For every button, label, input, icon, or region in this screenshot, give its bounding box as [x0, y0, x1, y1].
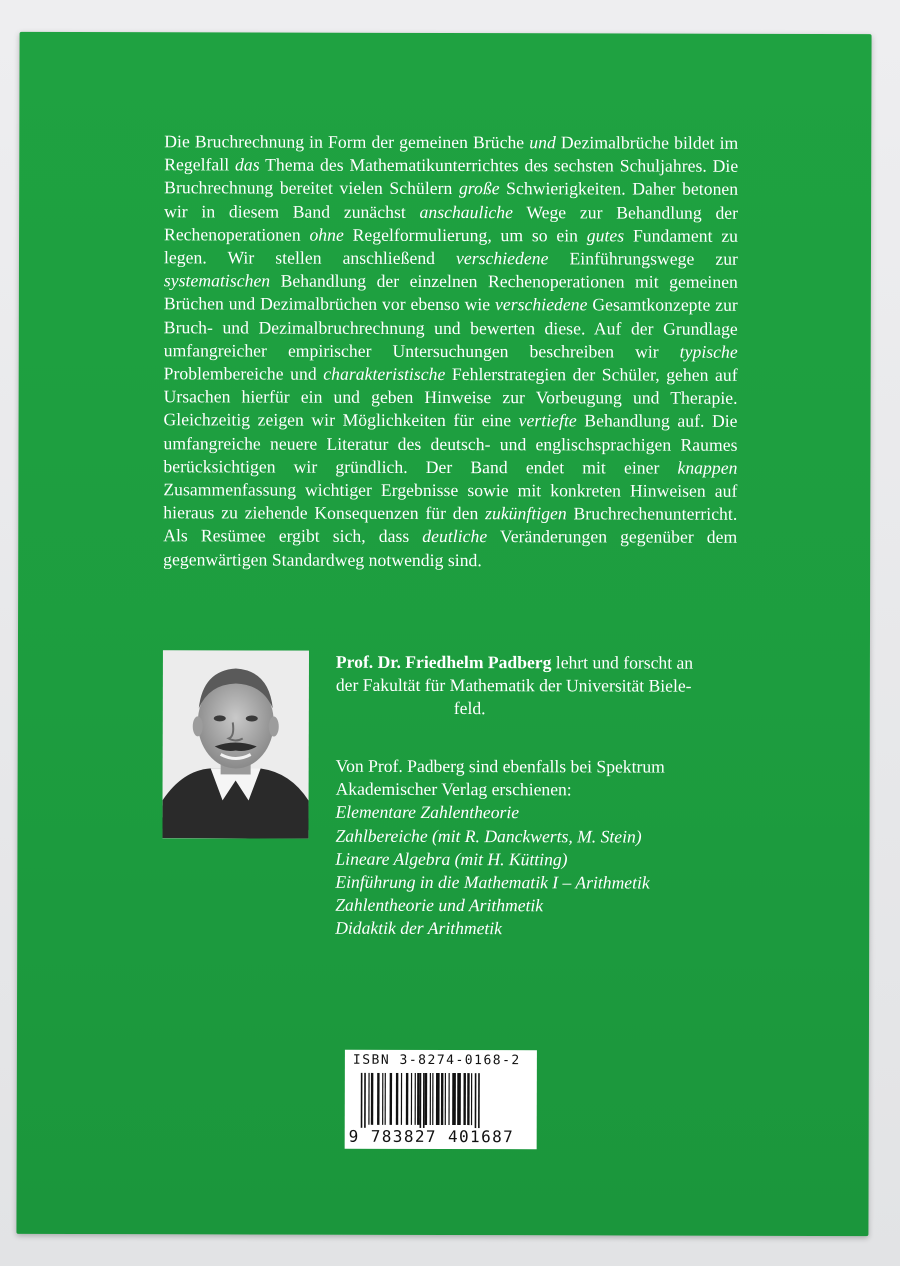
barcode-bar	[475, 1073, 477, 1131]
blurb-emphasis: verschiedene	[456, 248, 549, 269]
blurb-segment: Die Bruchrechnung in Form der gemeinen Brüche	[164, 131, 530, 153]
book-title-6: Didaktik der Arithmetik	[335, 918, 503, 939]
barcode-bar	[364, 1073, 366, 1131]
blurb-emphasis: ohne	[309, 224, 344, 245]
barcode-bar	[368, 1073, 369, 1125]
blurb-segment: Veränderungen gegenüber dem gegenwärtigen Standardweg notwendig sind.	[163, 526, 738, 570]
barcode-bar	[401, 1073, 402, 1125]
book-title-3: Lineare Algebra (mit H. Kütting)	[335, 848, 568, 870]
blurb-segment: Wege zur Behandlung der Rechenoperationen	[164, 201, 739, 245]
barcode-bar	[420, 1073, 422, 1131]
barcode-bar	[432, 1073, 433, 1125]
barcode-bar	[448, 1073, 449, 1125]
book-back-cover	[16, 32, 871, 1236]
blurb-emphasis: verschiedene	[495, 294, 588, 315]
blurb-text	[163, 130, 738, 572]
isbn-barcode-label	[345, 1050, 537, 1150]
blurb-emphasis: systematischen	[163, 270, 271, 291]
barcode-bar	[441, 1073, 444, 1125]
barcode-bar	[452, 1073, 456, 1125]
barcode-bar	[430, 1073, 431, 1125]
barcode-bar	[478, 1073, 480, 1131]
barcode-bar	[390, 1073, 393, 1125]
isbn-number: ISBN 3-8274-0168-2	[352, 1052, 521, 1069]
book-title-5: Zahlentheorie und Arithmetik	[335, 894, 544, 916]
blurb-segment: Zusammenfassung wichtiger Ergebnisse sowie mit konkreten Hinweisen auf hieraus zu ziehende Konsequenzen für den	[163, 479, 738, 524]
barcode-bar	[411, 1073, 412, 1125]
blurb-segment: Behandlung der einzelnen Rechenoperationen mit gemeinen Brüchen und Dezimalbrüchen vor ebenso wie	[163, 270, 738, 315]
blurb-segment: Thema des Mathematikunterrichtes des sechsten Schuljahres. Die Bruchrechnung bereitet vielen Schülern	[164, 154, 739, 199]
book-title-list	[335, 801, 755, 941]
blurb-segment: Schwierigkeiten. Daher betonen wir in diesem Band zunächst	[164, 178, 739, 222]
barcode-bar	[445, 1073, 446, 1125]
barcode-bar	[377, 1073, 380, 1125]
blurb-segment: Gesamtkonzepte zur Bruch- und Dezimalbruchrechnung und bewerten diese. Auf der Grundlage umfangreicher empirischer Untersuchungen beschreiben wir	[163, 294, 738, 362]
barcode-bar	[361, 1073, 363, 1131]
blurb-segment: Einführungswege zur	[548, 248, 739, 269]
barcode-bar	[436, 1073, 440, 1125]
author-bio-line1: lehrt und forscht an	[551, 652, 694, 673]
blurb-segment: Regelformulierung, um so ein	[343, 224, 587, 246]
author-portrait-photo	[162, 650, 308, 838]
barcode-bar	[471, 1073, 472, 1125]
blurb-segment: Fehlerstrategien der Schüler, gehen auf Ursachen hierfür ein und geben Hinweise zur Vorbeugung und Therapie. Gleichzeitig zeigen wir Möglichkeiten für eine	[163, 364, 738, 431]
barcode-bars-icon	[359, 1073, 527, 1131]
blurb-segment: Behandlung auf. Die umfangreiche neuere Literatur des deutsch- und englischsprachigen Raumes berücksichtigen wir gründlich. Der Band endet mit einer	[163, 410, 738, 478]
author-bio	[336, 651, 736, 722]
barcode-bar	[423, 1073, 425, 1131]
barcode-bar	[382, 1073, 383, 1125]
other-books	[335, 755, 755, 942]
book-title-4: Einführung in die Mathematik I – Arithmetik	[335, 871, 650, 893]
barcode-bar	[417, 1073, 420, 1125]
blurb-emphasis: und	[529, 132, 556, 153]
blurb-emphasis: zukünftigen	[485, 503, 567, 524]
blurb-emphasis: große	[458, 178, 500, 199]
barcode-bar	[463, 1073, 466, 1125]
blurb-emphasis: gutes	[586, 225, 625, 246]
blurb-segment: Dezimalbrüche bildet im Regelfall	[164, 132, 739, 175]
author-bio-line2: der Fakultät für Mathematik der Universität Biele-	[335, 674, 692, 696]
blurb-segment: Fundament zu legen. Wir stellen anschließend	[163, 225, 739, 269]
ean-number: 9 783827 401687	[348, 1126, 515, 1147]
blurb-emphasis: typische	[679, 341, 738, 362]
barcode-bar	[457, 1073, 461, 1125]
barcode-bar	[467, 1073, 470, 1125]
blurb-emphasis: deutliche	[422, 526, 488, 547]
blurb-emphasis: das	[234, 154, 260, 175]
author-name: Prof. Dr. Friedhelm Padberg	[335, 651, 552, 673]
book-title-2: Zahlbereiche (mit R. Danckwerts, M. Stein)	[335, 825, 642, 847]
blurb-emphasis: charakteristische	[323, 363, 446, 385]
barcode-bar	[406, 1073, 409, 1125]
barcode-bar	[425, 1073, 428, 1125]
author-bio-line3: feld.	[453, 698, 486, 719]
blurb-segment: Problembereiche und	[163, 363, 324, 384]
barcode-bar	[385, 1073, 386, 1125]
barcode-bar	[415, 1073, 416, 1125]
book-title-1: Elementare Zahlentheorie	[335, 802, 520, 823]
blurb-emphasis: vertiefte	[518, 410, 577, 431]
blurb-segment: Bruchrechenunterricht. Als Resümee ergibt sich, dass	[163, 503, 738, 547]
blurb-emphasis: knappen	[677, 457, 738, 478]
other-books-intro: Von Prof. Padberg sind ebenfalls bei Spektrum Akademischer Verlag erschienen:	[335, 755, 665, 800]
blurb-emphasis: anschauliche	[419, 201, 513, 222]
barcode-bar	[396, 1073, 399, 1125]
barcode-bar	[371, 1073, 374, 1125]
